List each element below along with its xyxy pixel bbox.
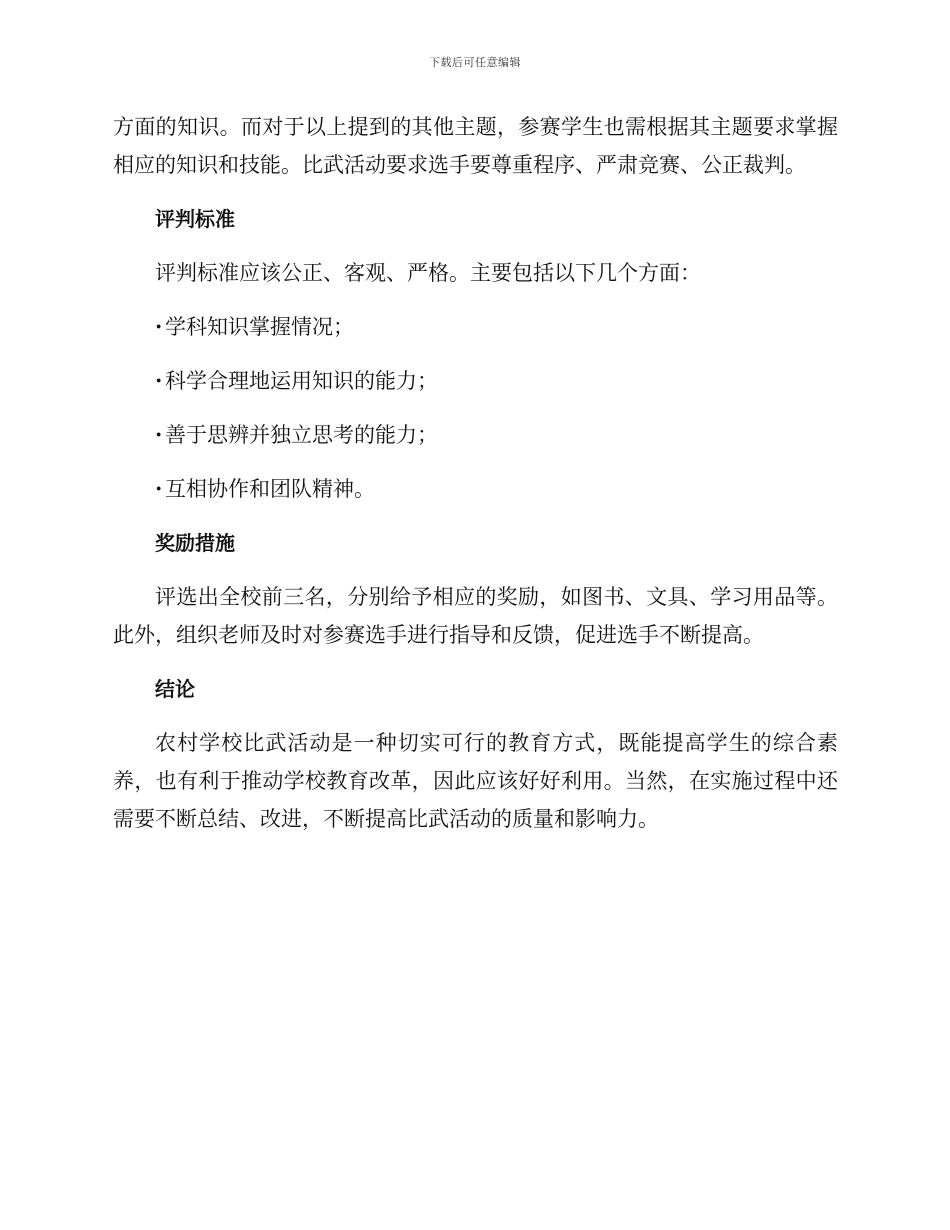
spacer [113, 708, 838, 724]
spacer [113, 292, 838, 308]
bullet-symbol: · [155, 422, 163, 447]
spacer [113, 454, 838, 470]
judging-criteria-paragraph: 评判标准应该公正、客观、严格。主要包括以下几个方面： [155, 261, 701, 285]
section-heading-rewards: 奖励措施 [155, 531, 235, 555]
bullet-symbol: · [155, 314, 163, 339]
spacer [113, 508, 838, 524]
bullet-symbol: · [155, 368, 163, 393]
list-item-text: 科学合理地运用知识的能力； [165, 369, 438, 393]
intro-paragraph: 方面的知识。而对于以上提到的其他主题，参赛学生也需根据其主题要求掌握相应的知识和技能。比武活动要求选手要尊重程序、严肃竞赛、公正裁判。 [113, 115, 838, 177]
section-heading-conclusion: 结论 [155, 677, 195, 701]
list-item-text: 学科知识掌握情况； [165, 315, 354, 339]
list-item [113, 470, 838, 508]
section-heading-judging-criteria: 评判标准 [155, 207, 235, 231]
spacer [113, 184, 838, 200]
conclusion-paragraph: 农村学校比武活动是一种切实可行的教育方式，既能提高学生的综合素养，也有利于推动学校教育改革，因此应该好好利用。当然，在实施过程中还需要不断总结、改进，不断提高比武活动的质量和影响力。 [113, 731, 838, 831]
list-item [113, 362, 838, 400]
spacer [113, 400, 838, 416]
spacer [113, 346, 838, 362]
spacer [113, 654, 838, 670]
page-header: 下载后可任意编辑 [429, 56, 521, 69]
list-item [113, 308, 838, 346]
list-item-text: 互相协作和团队精神。 [165, 477, 375, 501]
list-item-text: 善于思辨并独立思考的能力； [165, 423, 438, 447]
list-item [113, 416, 838, 454]
spacer [113, 562, 838, 578]
document-body [113, 108, 838, 838]
spacer [113, 238, 838, 254]
bullet-symbol: · [155, 476, 163, 501]
rewards-paragraph: 评选出全校前三名，分别给予相应的奖励，如图书、文具、学习用品等。此外，组织老师及时对参赛选手进行指导和反馈，促进选手不断提高。 [113, 585, 838, 647]
